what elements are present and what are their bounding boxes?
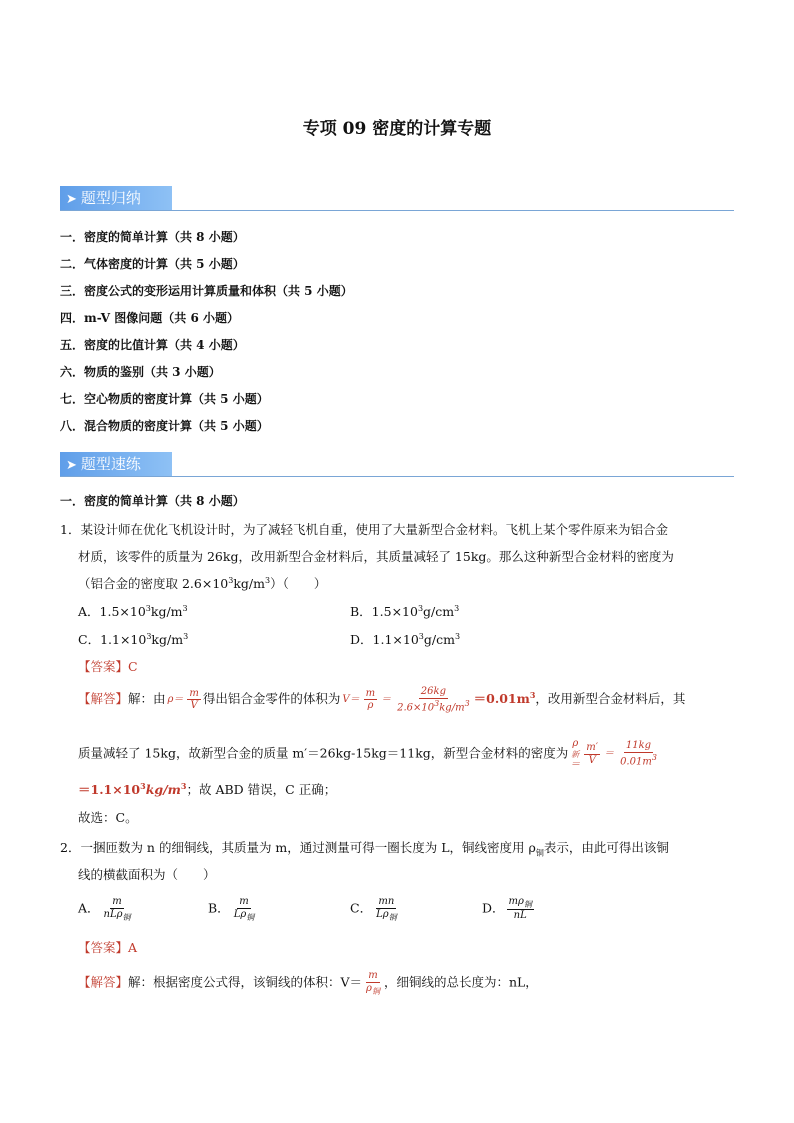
question-2-text: 线的横截面积为（ ） <box>78 867 216 882</box>
question-1-text: 材质，该零件的质量为 26kg，改用新型合金材料后，其质量减轻了 15kg。那么这种新型合金材料的密度为 <box>78 549 674 564</box>
solution-line: 【解答】解：根据密度公式得，该铜线的体积：V＝ $\frac{m}{\rho_铜}$ ，细铜线的总长度为：nL， <box>78 970 538 996</box>
section-heading: 一．密度的简单计算（共 8 小题） <box>60 494 245 508</box>
category-item: 七．空心物质的密度计算（共 5 小题） <box>60 392 269 406</box>
chevron-right-icon: ➤ <box>66 192 77 207</box>
category-item: 五．密度的比值计算（共 4 小题） <box>60 338 245 352</box>
option-a[interactable]: A．$1.5\times 10^3kg/m^3$ <box>78 603 188 619</box>
divider <box>60 476 734 477</box>
solution-line: 故选：C。 <box>78 810 138 825</box>
banner-label: 题型速练 <box>80 455 141 473</box>
divider <box>60 210 734 211</box>
option-c[interactable]: C． $\frac{mn}{L\rho_铜}$ <box>350 896 397 922</box>
option-b[interactable]: B．$1.5\times 10^3g/cm^3$ <box>350 603 460 619</box>
question-1-text: 1．某设计师在优化飞机设计时，为了减轻飞机自重，使用了大量新型合金材料。飞机上某个零件原来为铝合金 <box>60 522 668 537</box>
question-1-text: （铝合金的密度取 $2.6\times 10^3kg/m^3$）（ ） <box>78 575 327 591</box>
category-item: 四．m-V 图像问题（共 6 小题） <box>60 311 239 325</box>
banner-label: 题型归纳 <box>80 189 141 207</box>
solution-line: $=1.1\times 10^3kg/m^3$；故 ABD 错误，C 正确； <box>78 780 337 797</box>
option-d[interactable]: D． $\frac{m\rho_铜}{nL}$ <box>482 896 532 922</box>
option-a[interactable]: A． $\frac{m}{nL\rho_铜}$ <box>78 896 131 922</box>
answer-label: 【答案】C <box>78 659 138 674</box>
answer-label: 【答案】A <box>78 940 138 955</box>
question-2-text: 2．一捆匝数为 n 的细铜线，其质量为 m，通过测量可得一圈长度为 L，铜线密度用 $\rho_铜$表示，由此可得出该铜 <box>60 840 669 858</box>
section-banner-practice <box>60 452 172 476</box>
category-item: 一．密度的简单计算（共 8 小题） <box>60 230 245 244</box>
category-item: 二．气体密度的计算（共 5 小题） <box>60 257 245 271</box>
category-item: 六．物质的鉴别（共 3 小题） <box>60 365 221 379</box>
section-banner-summary <box>60 186 172 210</box>
chevron-right-icon: ➤ <box>66 458 77 473</box>
category-item: 三．密度公式的变形运用计算质量和体积（共 5 小题） <box>60 284 353 298</box>
option-d[interactable]: D．$1.1\times 10^3g/cm^3$ <box>350 631 461 647</box>
option-b[interactable]: B． $\frac{m}{L\rho_铜}$ <box>208 896 255 922</box>
solution-line: 【解答】解：由 ρ＝ $\frac{m}{V}$ 得出铝合金零件的体积为 V＝ $\frac{m}{\rho}$ ＝ $\frac{26kg}{2.6\times 10^3kg/m^3}$ $=0.01m^3$，改用新型合金材料后，其 <box>78 686 686 713</box>
category-item: 八．混合物质的密度计算（共 5 小题） <box>60 419 269 433</box>
option-c[interactable]: C．$1.1\times 10^3kg/m^3$ <box>78 631 189 647</box>
page-title: 专项 09 密度的计算专题 <box>302 119 492 139</box>
solution-line: 质量减轻了 15kg，故新型合金的质量 m′＝26kg-15kg＝11kg，新型合金材料的密度为ρ 新 ＝ $\frac{m'}{V}$ ＝ $\frac{11kg}{0.01m^3}$ <box>78 738 657 770</box>
